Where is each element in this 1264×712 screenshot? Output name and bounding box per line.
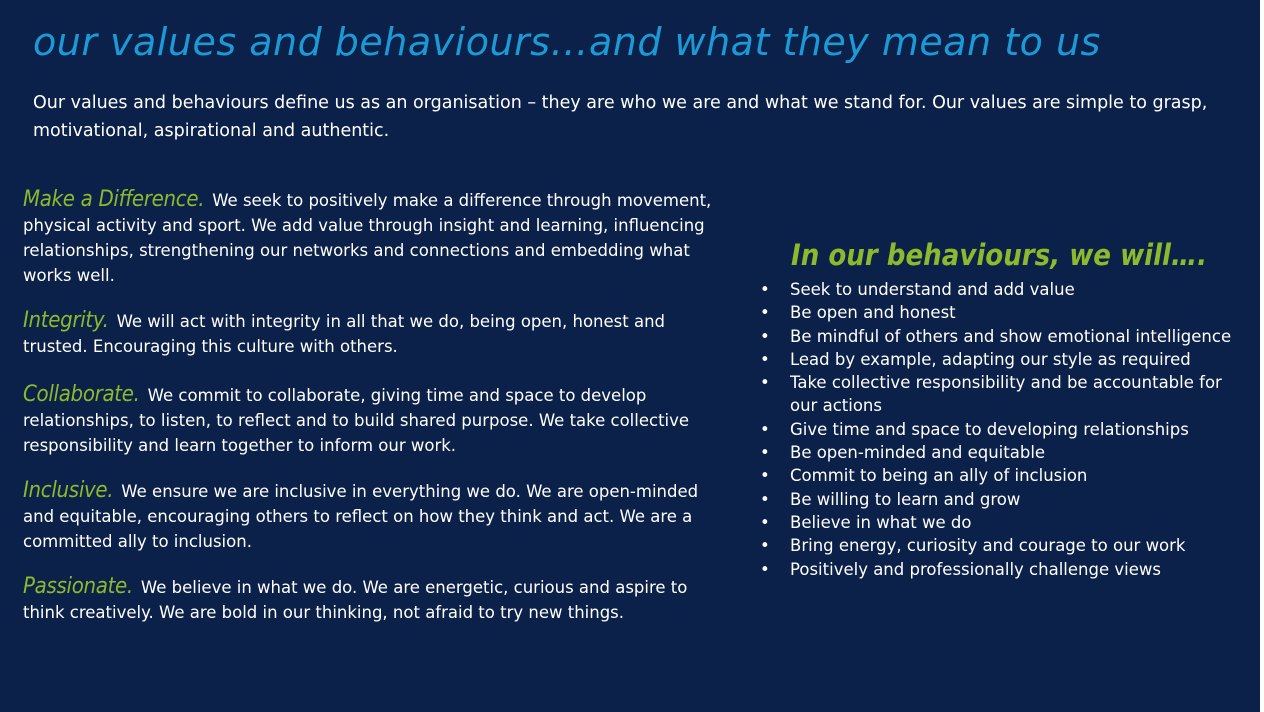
value-description: We will act with integrity in all that we do, being open, honest and trusted. Encouraging this culture with others. — [23, 312, 666, 356]
value-name: Inclusive. — [23, 478, 114, 503]
list-item — [757, 534, 1237, 557]
bullet-icon: • — [760, 512, 770, 532]
list-item-text: Be open-minded and equitable — [790, 443, 1046, 463]
bullet-icon: • — [760, 349, 770, 369]
list-item-text: Believe in what we do — [790, 512, 972, 532]
list-item — [757, 558, 1237, 581]
value-name: Passionate. — [23, 574, 133, 599]
list-item — [757, 278, 1237, 301]
bullet-icon: • — [760, 373, 770, 393]
page-title: our values and behaviours…and what they mean to us — [33, 20, 1101, 64]
behaviours-list — [757, 278, 1237, 581]
list-item-text: Be open and honest — [790, 303, 956, 323]
list-item — [757, 441, 1237, 464]
value-collaborate — [23, 382, 713, 458]
list-item-text: Commit to being an ally of inclusion — [790, 466, 1088, 486]
behaviours-title: In our behaviours, we will…. — [791, 238, 1207, 272]
list-item-text: Give time and space to developing relationships — [790, 419, 1189, 439]
list-item-text: Be mindful of others and show emotional intelligence — [790, 326, 1232, 346]
value-name: Integrity. — [23, 308, 109, 333]
list-item — [757, 348, 1237, 371]
value-name: Collaborate. — [23, 382, 140, 407]
value-description: We believe in what we do. We are energetic, curious and aspire to think creatively. We are bold in our thinking, not afraid to try new things. — [23, 578, 688, 622]
bullet-icon: • — [760, 536, 770, 556]
bullet-icon: • — [760, 419, 770, 439]
list-item-text: Take collective responsibility and be accountable for our actions — [790, 373, 1222, 416]
bullet-icon: • — [760, 466, 770, 486]
values-section — [23, 187, 713, 645]
list-item — [757, 301, 1237, 324]
value-passionate — [23, 574, 713, 625]
list-item-text: Positively and professionally challenge views — [790, 559, 1161, 579]
value-make-a-difference — [23, 187, 713, 288]
list-item — [757, 418, 1237, 441]
list-item — [757, 488, 1237, 511]
list-item-text: Seek to understand and add value — [790, 280, 1075, 299]
list-item-text: Bring energy, curiosity and courage to our work — [790, 536, 1186, 556]
list-item — [757, 464, 1237, 487]
list-item — [757, 325, 1237, 348]
value-description: We commit to collaborate, giving time and space to develop relationships, to listen, to reflect and to build shared purpose. We take collective responsibility and learn together to inform our work. — [23, 386, 690, 455]
bullet-icon: • — [760, 303, 770, 323]
list-item-text: Lead by example, adapting our style as required — [790, 349, 1191, 369]
behaviours-section — [757, 238, 1237, 581]
list-item — [757, 511, 1237, 534]
value-description: We ensure we are inclusive in everything we do. We are open-minded and equitable, encouraging others to reflect on how they think and act. We are a committed ally to inclusion. — [23, 482, 699, 551]
value-integrity — [23, 308, 713, 359]
value-description: We seek to positively make a difference through movement, physical activity and sport. We add value through insight and learning, influencing relationships, strengthening our networks and connections and embedding what works well. — [23, 191, 712, 285]
bullet-icon: • — [760, 559, 770, 579]
value-inclusive — [23, 478, 713, 554]
value-name: Make a Difference. — [23, 187, 205, 212]
bullet-icon: • — [760, 489, 770, 509]
bullet-icon: • — [760, 280, 770, 299]
intro-text: Our values and behaviours define us as an organisation – they are who we are and what we stand for. Our values are simple to grasp, motivational, aspirational and authentic. — [33, 93, 1208, 141]
bullet-icon: • — [760, 443, 770, 463]
list-item-text: Be willing to learn and grow — [790, 489, 1021, 509]
bullet-icon: • — [760, 326, 770, 346]
list-item — [757, 371, 1237, 418]
